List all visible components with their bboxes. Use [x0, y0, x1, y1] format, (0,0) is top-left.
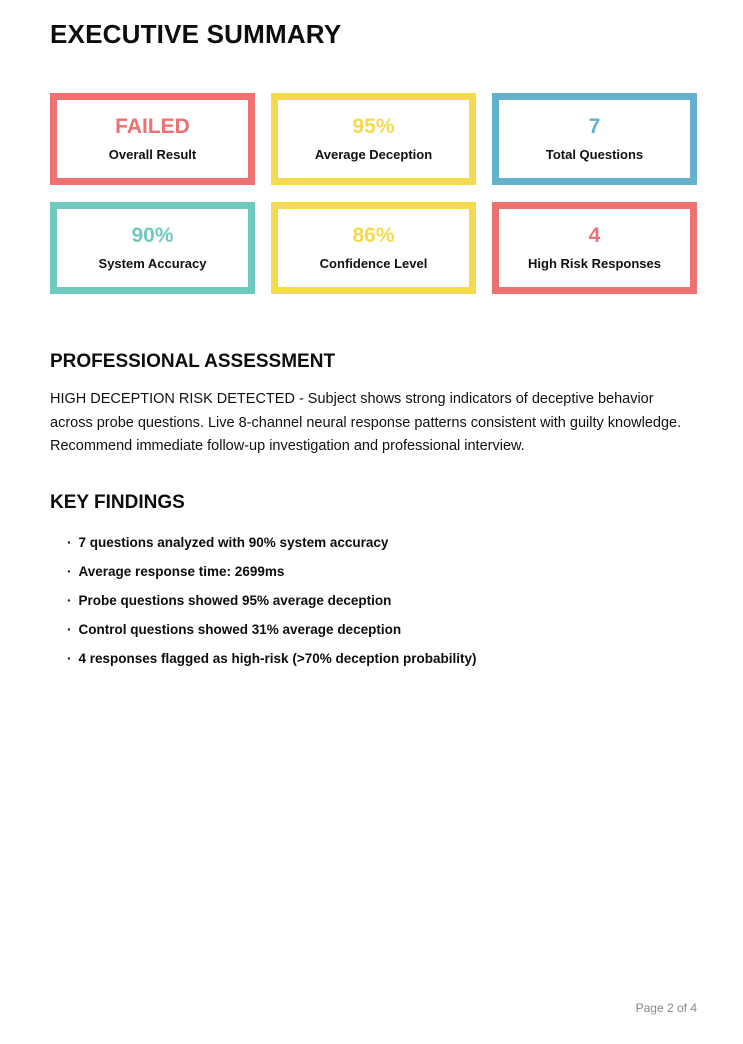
metric-label: Total Questions — [545, 147, 644, 163]
metric-value: FAILED — [115, 115, 190, 139]
metric-value: 86% — [352, 224, 395, 248]
key-finding-item: · Control questions showed 31% average deception — [67, 623, 697, 637]
metric-label: Overall Result — [108, 147, 197, 163]
metric-label: Average Deception — [314, 147, 433, 163]
metric-label: Confidence Level — [319, 256, 428, 272]
metric-cards-grid — [50, 93, 697, 294]
page-title: EXECUTIVE SUMMARY — [50, 19, 342, 49]
key-finding-item: · 4 responses flagged as high-risk (>70% deception probability) — [67, 652, 697, 666]
key-findings-list — [50, 536, 697, 666]
metric-card-average-deception — [271, 93, 476, 185]
metric-card-total-questions — [492, 93, 697, 185]
metric-value: 90% — [131, 224, 174, 248]
page-number: Page 2 of 4 — [635, 1001, 697, 1015]
key-findings-heading: KEY FINDINGS — [50, 491, 185, 513]
key-finding-item: · Probe questions showed 95% average deception — [67, 594, 697, 608]
metric-card-system-accuracy — [50, 202, 255, 294]
metric-value: 95% — [352, 115, 395, 139]
key-finding-item: · Average response time: 2699ms — [67, 565, 697, 579]
metric-label: High Risk Responses — [528, 256, 661, 272]
professional-assessment-heading: PROFESSIONAL ASSESSMENT — [50, 350, 336, 372]
metric-value: 7 — [588, 115, 601, 139]
metric-card-high-risk-responses — [492, 202, 697, 294]
key-findings-section — [50, 492, 697, 665]
professional-assessment-section — [50, 351, 697, 459]
metric-label: System Accuracy — [98, 256, 207, 272]
metric-card-confidence-level — [271, 202, 476, 294]
key-finding-item: · 7 questions analyzed with 90% system accuracy — [67, 536, 697, 550]
metric-card-overall-result — [50, 93, 255, 185]
metric-value: 4 — [588, 224, 601, 248]
professional-assessment-body: HIGH DECEPTION RISK DETECTED - Subject shows strong indicators of deceptive behavior across probe questions. Live 8-channel neural response patterns consistent with guilty knowledge. Recommend immediate follow-up investigation and professional interview. — [50, 391, 682, 455]
